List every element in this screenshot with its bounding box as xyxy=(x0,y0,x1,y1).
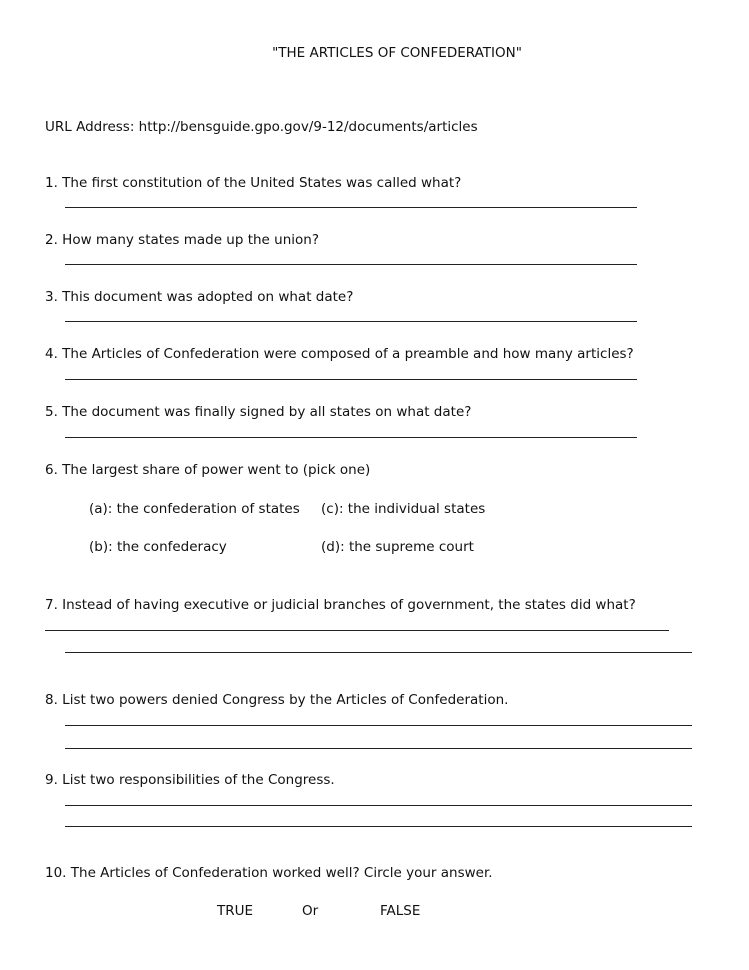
option-b[interactable]: (b): the confederacy xyxy=(89,539,227,555)
question-7: 7. Instead of having executive or judicial branches of government, the states did what? xyxy=(45,597,636,613)
answer-true[interactable]: TRUE xyxy=(217,903,254,919)
answer-line-8b[interactable] xyxy=(65,748,692,749)
worksheet-title: "THE ARTICLES OF CONFEDERATION" xyxy=(272,45,522,61)
question-4: 4. The Articles of Confederation were composed of a preamble and how many articles? xyxy=(45,346,634,362)
question-6: 6. The largest share of power went to (pick one) xyxy=(45,462,371,478)
option-a[interactable]: (a): the confederation of states xyxy=(89,501,300,517)
answer-line-9a[interactable] xyxy=(65,805,692,806)
answer-line-1[interactable] xyxy=(65,207,637,208)
answer-line-3[interactable] xyxy=(65,321,637,322)
answer-false[interactable]: FALSE xyxy=(380,903,421,919)
option-c[interactable]: (c): the individual states xyxy=(321,501,486,517)
answer-line-2[interactable] xyxy=(65,264,637,265)
question-5: 5. The document was finally signed by all states on what date? xyxy=(45,404,472,420)
option-d[interactable]: (d): the supreme court xyxy=(321,539,474,555)
answer-line-8a[interactable] xyxy=(65,725,692,726)
answer-line-7a[interactable] xyxy=(45,630,669,631)
question-3: 3. This document was adopted on what date? xyxy=(45,289,354,305)
question-9: 9. List two responsibilities of the Congress. xyxy=(45,772,335,788)
question-8: 8. List two powers denied Congress by the Articles of Confederation. xyxy=(45,692,509,708)
url-address: URL Address: http://bensguide.gpo.gov/9-12/documents/articles xyxy=(45,119,478,135)
answer-line-5[interactable] xyxy=(65,437,637,438)
answer-line-4[interactable] xyxy=(65,379,637,380)
question-2: 2. How many states made up the union? xyxy=(45,232,319,248)
question-1: 1. The first constitution of the United States was called what? xyxy=(45,175,462,191)
answer-line-9b[interactable] xyxy=(65,826,692,827)
answer-line-7b[interactable] xyxy=(65,652,692,653)
question-10: 10. The Articles of Confederation worked well? Circle your answer. xyxy=(45,865,493,881)
answer-or: Or xyxy=(302,903,319,919)
